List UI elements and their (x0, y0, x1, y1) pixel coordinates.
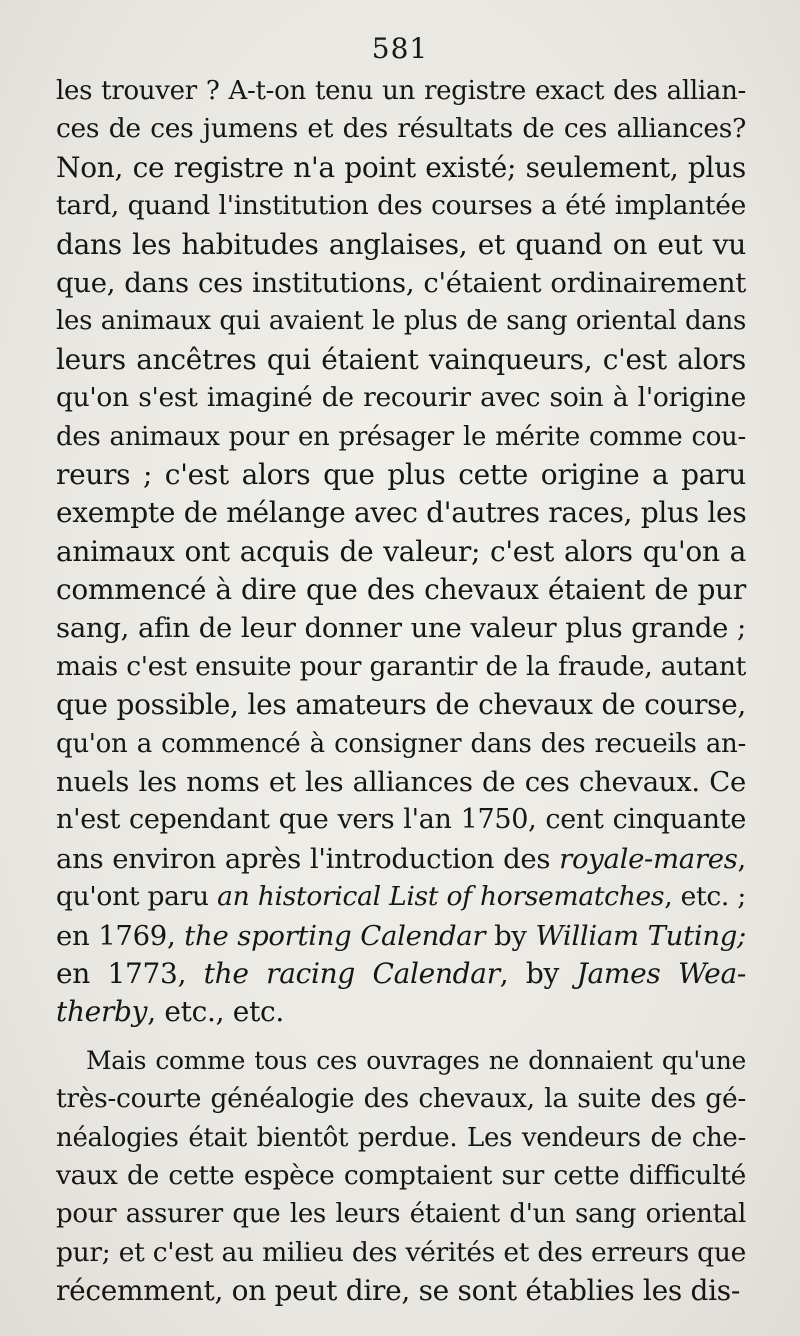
text-line (56, 110, 746, 148)
italic-text: therby (56, 995, 148, 1029)
text-run: ans environ après l'introduction des (56, 842, 560, 875)
page-number: 581 (371, 32, 429, 65)
text-line (56, 264, 746, 302)
text-run: que, dans ces institutions, c'étaient ordinairement (56, 266, 746, 299)
text-line (56, 686, 746, 724)
text-run: n'est cependant que vers l'an 1750, cent cinquante (56, 804, 746, 836)
text-run: les animaux qui avaient le plus de sang oriental dans (56, 306, 746, 337)
text-line (56, 1080, 746, 1118)
text-line (56, 955, 746, 993)
text-run: animaux ont acquis de valeur; c'est alors qu'on a (56, 534, 746, 568)
text-line (56, 533, 746, 571)
text-run: sang, afin de leur donner une valeur plus grande ; (56, 612, 746, 645)
text-line (56, 648, 746, 686)
text-line (56, 1119, 746, 1157)
italic-text: James Wea- (576, 956, 746, 990)
text-run: que possible, les amateurs de chevaux de course, (56, 688, 746, 722)
text-line (56, 341, 746, 379)
text-line (56, 1157, 746, 1195)
text-run: vaux de cette espèce comptaient sur cette difficulté (56, 1159, 746, 1191)
italic-text: royale-mares (559, 842, 738, 875)
text-line (56, 226, 746, 264)
text-run: très-courte généalogie des chevaux, la suite des gé- (56, 1083, 746, 1115)
text-line (56, 917, 746, 955)
text-run: commencé à dire que des chevaux étaient de pur (56, 573, 746, 607)
text-run: reurs ; c'est alors que plus cette origine a paru (56, 457, 746, 491)
text-run: pur; et c'est au milieu des vérités et des erreurs que (56, 1236, 746, 1268)
text-run: des animaux pour en présager le mérite comme cou- (56, 421, 746, 452)
text-run: nuels les noms et les alliances de ces chevaux. Ce (56, 766, 746, 799)
text-line (56, 609, 746, 647)
text-line (56, 302, 746, 340)
text-run: , etc. ; (664, 881, 746, 913)
paragraph (56, 72, 746, 1032)
text-run: exempte de mélange avec d'autres races, plus les (56, 496, 747, 530)
text-line (56, 840, 746, 878)
text-line (56, 379, 746, 417)
text-run: les trouver ? A-t-on tenu un registre exact des allian- (56, 76, 746, 106)
text-run: pour assurer que les leurs étaient d'un sang oriental (56, 1199, 746, 1230)
text-line (56, 878, 746, 916)
text-line (56, 1195, 746, 1233)
text-line (56, 418, 746, 456)
text-run: mais c'est ensuite pour garantir de la fraude, autant (56, 650, 746, 682)
text-line (56, 456, 746, 494)
text-run: qu'ont paru (56, 881, 218, 913)
text-line (56, 1042, 746, 1080)
text-run: , (737, 842, 746, 875)
text-run: ces de ces jumens et des résultats de ces alliances? (56, 113, 746, 145)
text-run: qu'on a commencé à consigner dans des recueils an- (56, 728, 746, 759)
text-line (56, 763, 746, 801)
italic-text: the sporting Calendar (184, 919, 486, 952)
text-line (56, 187, 746, 225)
text-line (56, 571, 746, 609)
text-line (56, 72, 746, 110)
text-run: en 1769, (56, 919, 185, 952)
text-line (56, 993, 746, 1031)
text-line (56, 494, 746, 532)
text-run: tard, quand l'institution des courses a été implantée (56, 190, 746, 222)
text-run: dans les habitudes anglaises, et quand on eut vu (56, 227, 746, 261)
text-run: by (485, 919, 536, 952)
text-run: , etc., etc. (147, 995, 284, 1029)
italic-text: an historical List of horsematches (217, 881, 665, 913)
text-run: Mais comme tous ces ouvrages ne donnaient qu'une (86, 1045, 746, 1075)
paragraph-gap (56, 1032, 746, 1042)
text-run: en 1773, (56, 956, 204, 990)
text-line (56, 725, 746, 763)
text-line (56, 1272, 746, 1310)
text-line (56, 801, 746, 839)
text-line (56, 149, 746, 187)
text-run: récemment, on peut dire, se sont établies les dis- (56, 1274, 741, 1308)
italic-text: William Tuting; (535, 919, 746, 952)
text-run: néalogies était bientôt perdue. Les vendeurs de che- (56, 1122, 746, 1153)
body-text (56, 72, 746, 1311)
text-run: qu'on s'est imaginé de recourir avec soin à l'origine (56, 382, 746, 414)
text-run: , by (499, 956, 577, 990)
paragraph (56, 1042, 746, 1311)
italic-text: the racing Calendar (203, 956, 500, 990)
text-line (56, 1234, 746, 1272)
text-run: leurs ancêtres qui étaient vainqueurs, c'est alors (56, 342, 746, 376)
text-run: Non, ce registre n'a point existé; seulement, plus (56, 150, 746, 184)
